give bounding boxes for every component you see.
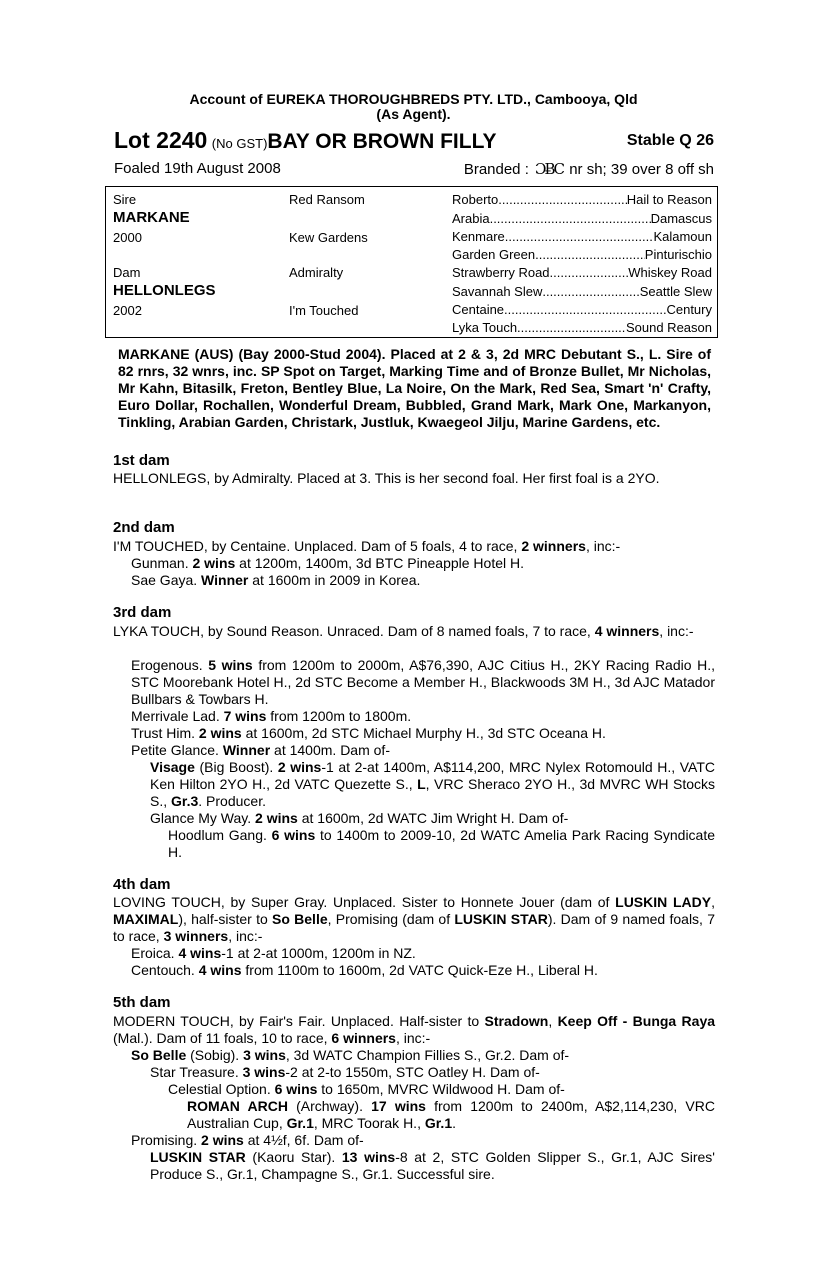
list-item: Hoodlum Gang. 6 wins to 1400m to 2009-10, 2d WATC Amelia Park Racing Syndicate H. bbox=[168, 827, 716, 860]
list-item: Petite Glance. Winner at 1400m. Dam of- bbox=[131, 742, 390, 758]
sire-year: 2000 bbox=[113, 230, 142, 245]
list-item: LUSKIN STAR (Kaoru Star). 13 wins-8 at 2, STC Golden Slipper S., Gr.1, AJC Sires' Produce S., Gr.1, Champagne S., Gr.1. Successful sire. bbox=[150, 1149, 715, 1182]
list-item: ROMAN ARCH (Archway). 17 wins from 1200m to 2400m, A$2,114,230, VRC Australian Cup, Gr.1, MRC Toorak H., Gr.1. bbox=[187, 1098, 715, 1131]
list-item: Celestial Option. 6 wins to 1650m, MVRC Wildwood H. Dam of- bbox=[168, 1081, 565, 1097]
second-dam-heading: 2nd dam bbox=[113, 519, 175, 536]
account-line-1: Account of EUREKA THOROUGHBREDS PTY. LTD., Cambooya, Qld bbox=[189, 91, 638, 107]
grandparent-row: Garden Green ..... Pinturischio bbox=[452, 246, 712, 264]
account-line-2: (As Agent). bbox=[376, 106, 451, 122]
branded-detail: nr sh; 39 over 8 off sh bbox=[569, 161, 714, 178]
gst-note: (No GST) bbox=[211, 136, 268, 151]
sire-summary: MARKANE (AUS) (Bay 2000-Stud 2004). Placed at 2 & 3, 2d MRC Debutant S., L. Sire of 82 rnrs, 32 wnrs, inc. SP Spot on Target, Marking Time and of Bronze Bullet, Mr Nicholas, Mr Kahn, Bitasilk, Freton, Bentley Blue, La Noire, On the Mark, Red Sea, Smart 'n' Crafty, Euro Dollar, Rochallen, Wonderful Dream, Bubbled, Grand Mark, Mark One, Markanyon, Tinkling, Arabian Garden, Christark, Justluk, Kwaegeol Jilju, Marine Gardens, etc. bbox=[118, 346, 711, 430]
list-item: Promising. 2 wins at 4½f, 6f. Dam of- bbox=[131, 1132, 364, 1148]
grandparent-row: Kenmare ..... Kalamoun bbox=[452, 228, 712, 246]
pedigree-table bbox=[105, 186, 718, 338]
branded-label: Branded : bbox=[463, 161, 529, 178]
list-item: Erogenous. 5 wins from 1200m to 2000m, A$76,390, AJC Citius H., 2KY Racing Radio H., STC Moorebank Hotel H., 2d STC Become a Member H., Blackwoods 3M H., 3d AJC Matador Bullbars & Towbars H. bbox=[131, 657, 716, 707]
list-item: Sae Gaya. Winner at 1600m in 2009 in Korea. bbox=[131, 572, 421, 588]
grandparent-row: Roberto ..... Hail to Reason bbox=[452, 191, 712, 209]
branded-info bbox=[464, 160, 714, 178]
fourth-dam-text: LOVING TOUCH, by Super Gray. Unplaced. Sister to Honnete Jouer (dam of LUSKIN LADY, MAXIMAL), half-sister to So Belle, Promising (dam of LUSKIN STAR). Dam of 9 named foals, 7 to race, 3 winners, inc:- bbox=[113, 894, 715, 944]
grandparent-row: Arabia ..... Damascus bbox=[452, 210, 712, 228]
lot-line bbox=[114, 127, 714, 157]
dam-sire: Admiralty bbox=[289, 265, 344, 280]
horse-description: BAY OR BROWN FILLY bbox=[267, 130, 497, 153]
fifth-dam-heading: 5th dam bbox=[113, 994, 171, 1011]
list-item: Star Treasure. 3 wins-2 at 2-to 1550m, STC Oatley H. Dam of- bbox=[150, 1064, 540, 1080]
grandparent-row: Centaine ..... Century bbox=[452, 301, 712, 319]
dam-name: HELLONLEGS bbox=[113, 282, 216, 299]
dam-dam: I'm Touched bbox=[289, 303, 359, 318]
grandparent-row: Savannah Slew ..... Seattle Slew bbox=[452, 283, 712, 301]
list-item: Merrivale Lad. 7 wins from 1200m to 1800m. bbox=[131, 708, 412, 724]
consignor-account bbox=[0, 92, 827, 122]
sire-name: MARKANE bbox=[113, 209, 190, 226]
first-dam-heading: 1st dam bbox=[113, 452, 170, 469]
sire-dam: Kew Gardens bbox=[289, 230, 368, 245]
dam-year: 2002 bbox=[113, 303, 142, 318]
grandparent-row: Lyka Touch ..... Sound Reason bbox=[452, 319, 712, 337]
list-item: Glance My Way. 2 wins at 1600m, 2d WATC Jim Wright H. Dam of- bbox=[150, 810, 569, 826]
fifth-dam-text: MODERN TOUCH, by Fair's Fair. Unplaced. Half-sister to Stradown, Keep Off - Bunga Raya (Mal.). Dam of 11 foals, 10 to race, 6 winners, inc:- bbox=[113, 1013, 716, 1046]
list-item: Gunman. 2 wins at 1200m, 1400m, 3d BTC Pineapple Hotel H. bbox=[131, 555, 524, 571]
stable-label: Stable Q 26 bbox=[626, 132, 714, 149]
list-item: Eroica. 4 wins-1 at 2-at 1000m, 1200m in NZ. bbox=[131, 945, 416, 961]
second-dam-text: I'M TOUCHED, by Centaine. Unplaced. Dam of 5 foals, 4 to race, 2 winners, inc:- bbox=[113, 538, 621, 554]
list-item: Visage (Big Boost). 2 wins-1 at 2-at 1400m, A$114,200, MRC Nylex Rotomould H., VATC Ken Hilton 2YO H., 2d VATC Quezette S., L, VRC Sheraco 2YO H., 3d MVRC WH Stocks S., Gr.3. Producer. bbox=[150, 759, 715, 809]
foaled-date: Foaled 19th August 2008 bbox=[114, 160, 281, 177]
list-item: Trust Him. 2 wins at 1600m, 2d STC Michael Murphy H., 3d STC Oceana H. bbox=[131, 725, 606, 741]
list-item: Centouch. 4 wins from 1100m to 1600m, 2d VATC Quick-Eze H., Liberal H. bbox=[131, 962, 598, 978]
brand-mark-icon: ƆɃC bbox=[535, 160, 564, 178]
sire-label: Sire bbox=[113, 192, 137, 207]
dam-label: Dam bbox=[113, 265, 141, 280]
fourth-dam-heading: 4th dam bbox=[113, 876, 171, 893]
third-dam-text: LYKA TOUCH, by Sound Reason. Unraced. Dam of 8 named foals, 7 to race, 4 winners, inc:- bbox=[113, 623, 694, 639]
first-dam-text: HELLONLEGS, by Admiralty. Placed at 3. This is her second foal. Her first foal is a 2YO. bbox=[113, 470, 660, 486]
third-dam-heading: 3rd dam bbox=[113, 604, 172, 621]
lot-number: Lot 2240 bbox=[114, 127, 208, 153]
sire-sire: Red Ransom bbox=[289, 192, 365, 207]
list-item: So Belle (Sobig). 3 wins, 3d WATC Champion Fillies S., Gr.2. Dam of- bbox=[131, 1047, 570, 1063]
grandparent-row: Strawberry Road ..... Whiskey Road bbox=[452, 264, 712, 282]
